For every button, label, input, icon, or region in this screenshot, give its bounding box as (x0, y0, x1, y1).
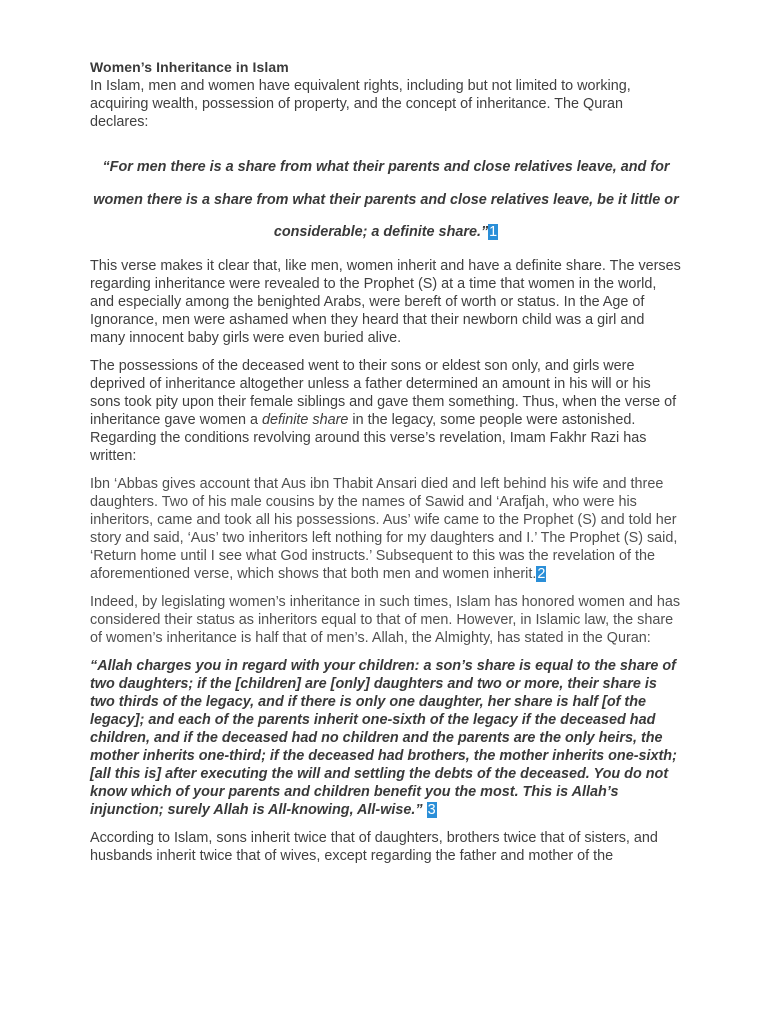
document-title: Women’s Inheritance in Islam (90, 59, 289, 75)
paragraph-possessions (90, 357, 682, 465)
footnote-ref-2[interactable]: 2 (537, 565, 546, 582)
para2-before: The possessions of the deceased went to their sons or eldest son only, and girls were deprived of inheritance altogether unless a father determined an amount in his will or his sons took pity upon their female siblings and gave them something. Thus, when the verse of inheritance gave women a (90, 357, 677, 428)
paragraph-ibn-abbas (90, 475, 682, 583)
footnote-ref-3[interactable]: 3 (427, 801, 436, 818)
quote-1-text: “For men there is a share from what their parents and close relatives leave, and for women there is a share from what their parents and close relatives leave, be it little or considerable; a definite share.” (93, 159, 679, 240)
intro-paragraph: In Islam, men and women have equivalent rights, including but not limited to working, acquiring wealth, possession of property, and the concept of inheritance. The Quran declares: (90, 78, 631, 130)
quote-2-text: “Allah charges you in regard with your children: a son’s share is equal to the share of two daughters; if the [children] are [only] daughters and two or more, their share is two thirds of the legacy, and if there is only one daughter, her share is half [of the legacy]; and each of the parents inherit one-sixth of the legacy if the deceased had children, and if the deceased had no children and the parents are the only heirs, the mother inherits one-third; if the deceased had brothers, the mother inherits one-sixth; [all this is] after executing the will and settling the debts of the deceased. You do not know which of your parents and children benefit you the most. This is Allah’s injunction; surely Allah is All-knowing, All-wise.” (90, 657, 677, 818)
para3-text: Ibn ‘Abbas gives account that Aus ibn Thabit Ansari died and left behind his wife and three daughters. Two of his male cousins by the names of Sawid and ‘Arafjah, who were his inheritors, came and took all his possessions. Aus’ wife came to the Prophet (S) and told her story and said, ‘Aus’ two inheritors left nothing for my daughters and I.’ The Prophet (S) said, ‘Return home until I see what God instructs.’ Subsequent to this was the revelation of the aforementioned verse, which shows that both men and women inherit. (90, 475, 678, 582)
quran-quote-2 (90, 657, 682, 819)
document-page (90, 57, 682, 865)
para2-after: in the legacy, some people were astonished. Regarding the conditions revolving around this verse’s revelation, Imam Fakhr Razi has written: (90, 411, 647, 464)
para2-emphasis: definite share (262, 411, 349, 428)
footnote-ref-1[interactable]: 1 (489, 224, 498, 240)
paragraph-legislating: Indeed, by legislating women’s inheritance in such times, Islam has honored women and has considered their status as inheritors equal to that of men. However, in Islamic law, the share of women’s inheritance is half that of men’s. Allah, the Almighty, has stated in the Quran: (90, 593, 681, 646)
quran-quote-1 (90, 151, 682, 249)
paragraph-according: According to Islam, sons inherit twice that of daughters, brothers twice that of sisters, and husbands inherit twice that of wives, except regarding the father and mother of the (90, 829, 658, 864)
paragraph-verse-explanation: This verse makes it clear that, like men, women inherit and have a definite share. The verses regarding inheritance were revealed to the Prophet (S) at a time that women in the world, and especially among the benighted Arabs, were bereft of worth or status. In the Age of Ignorance, men were ashamed when they heard that their newborn child was a girl and many innocent baby girls were even buried alive. (90, 257, 681, 346)
